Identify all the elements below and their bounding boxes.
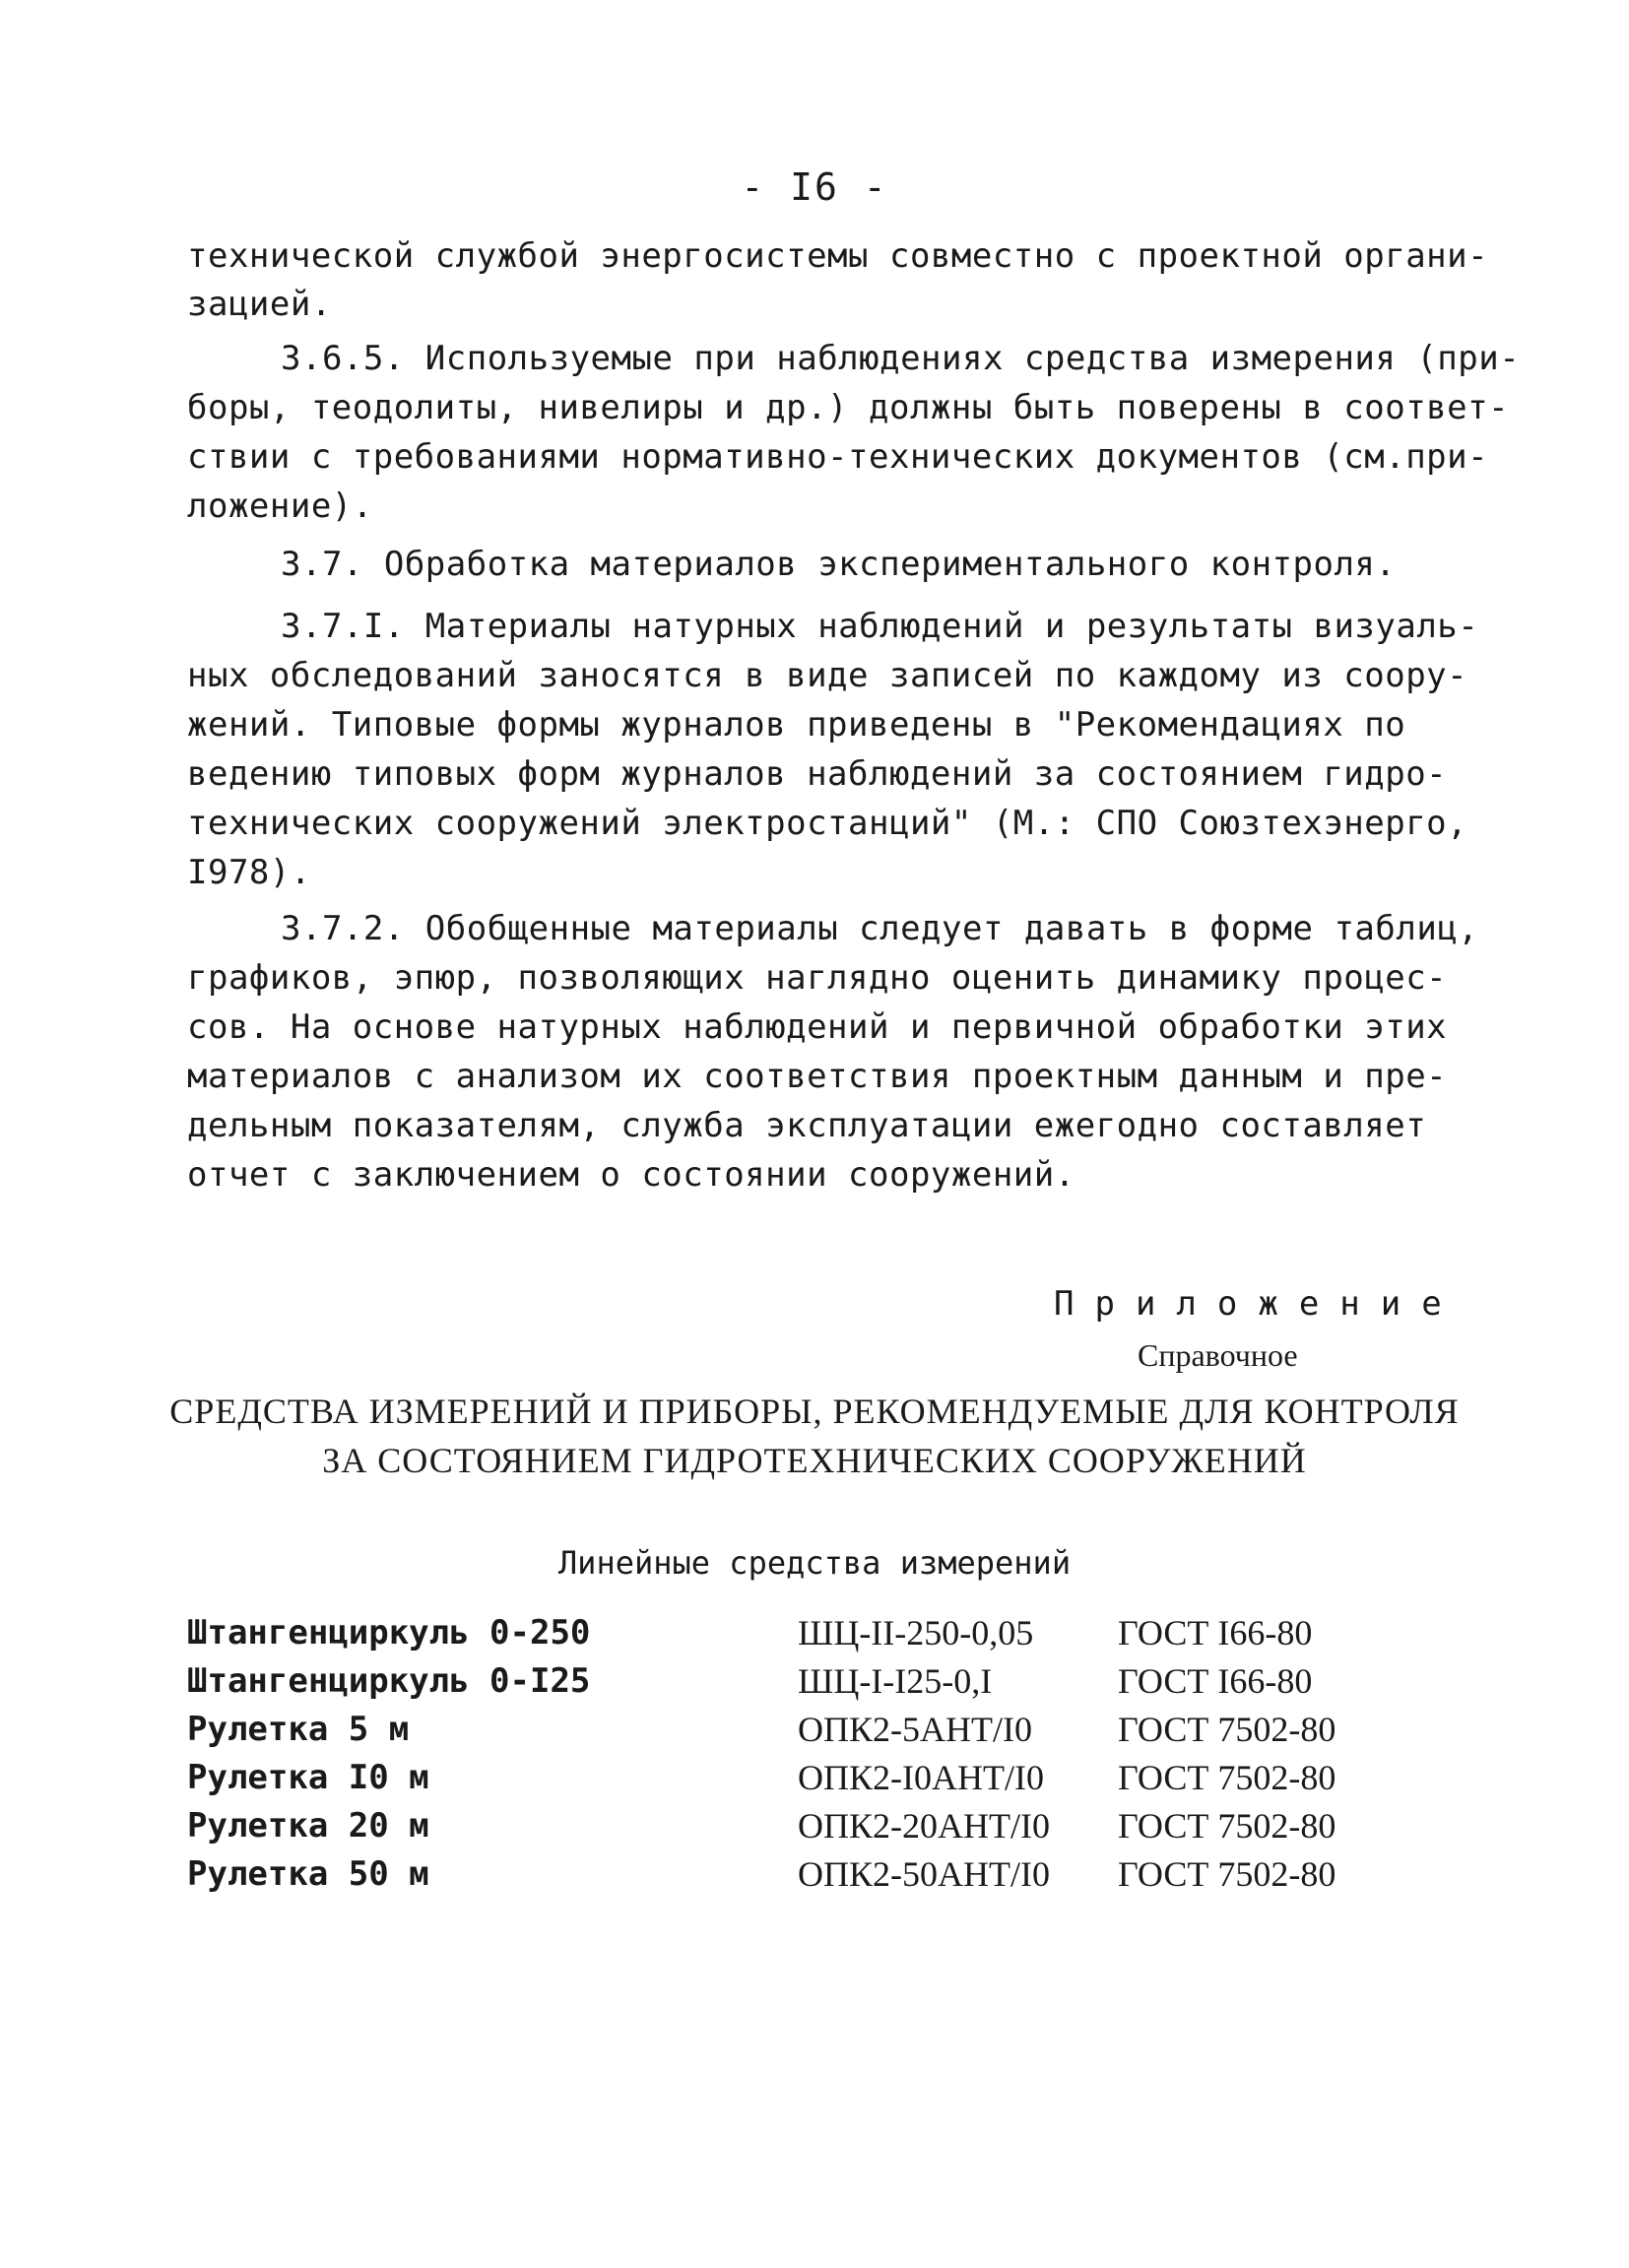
instrument-mark: ОПК2-I0АНТ/I0 bbox=[798, 1758, 1044, 1797]
instrument-standard: ГОСТ 7502-80 bbox=[1118, 1806, 1336, 1846]
instrument-name: Рулетка 20 м bbox=[187, 1806, 429, 1846]
body-line: жений. Типовые формы журналов приведены в "Рекомендациях по bbox=[187, 705, 1406, 745]
body-line: ных обследований заносятся в виде записей по каждому из соору- bbox=[187, 656, 1468, 695]
table-row bbox=[187, 1657, 1418, 1706]
instrument-name: Рулетка 5 м bbox=[187, 1710, 410, 1749]
body-line: сов. На основе натурных наблюдений и первичной обработки этих bbox=[187, 1007, 1448, 1047]
instrument-standard: ГОСТ 7502-80 bbox=[1118, 1854, 1336, 1894]
instrument-standard: ГОСТ 7502-80 bbox=[1118, 1710, 1336, 1749]
body-line: боры, теодолиты, нивелиры и др.) должны быть поверены в соответ- bbox=[187, 388, 1510, 427]
table-row bbox=[187, 1754, 1418, 1802]
body-line: дельным показателям, служба эксплуатации ежегодно составляет bbox=[187, 1106, 1427, 1145]
table-row bbox=[187, 1609, 1418, 1657]
instrument-mark: ОПК2-50АНТ/I0 bbox=[798, 1854, 1050, 1894]
body-line: отчет с заключением о состоянии сооружений. bbox=[187, 1155, 1075, 1195]
body-line: графиков, эпюр, позволяющих наглядно оценить динамику процес- bbox=[187, 958, 1448, 998]
instrument-table bbox=[187, 1609, 1418, 1899]
appendix-title-line-1: СРЕДСТВА ИЗМЕРЕНИЙ И ПРИБОРЫ, РЕКОМЕНДУЕМЫЕ ДЛЯ КОНТРОЛЯ bbox=[169, 1392, 1460, 1431]
table-row bbox=[187, 1802, 1418, 1850]
body-line: технической службой энергосистемы совместно с проектной органи- bbox=[187, 236, 1489, 276]
body-line: ведению типовых форм журналов наблюдений за состоянием гидро- bbox=[187, 754, 1448, 794]
instrument-mark: ШЦ-I-I25-0,I bbox=[798, 1661, 993, 1701]
instrument-mark: ОПК2-5АНТ/I0 bbox=[798, 1710, 1032, 1749]
body-line: 3.7.2. Обобщенные материалы следует давать в форме таблиц, bbox=[281, 909, 1479, 948]
appendix-type: Справочное bbox=[1138, 1337, 1298, 1373]
instrument-standard: ГОСТ I66-80 bbox=[1118, 1661, 1313, 1701]
body-line: материалов с анализом их соответствия проектным данным и пре- bbox=[187, 1057, 1448, 1096]
instrument-mark: ШЦ-II-250-0,05 bbox=[798, 1613, 1034, 1652]
page-number: - I6 - bbox=[741, 165, 888, 209]
instrument-name: Рулетка I0 м bbox=[187, 1758, 429, 1797]
instrument-mark: ОПК2-20АНТ/I0 bbox=[798, 1806, 1050, 1846]
appendix-title-line-2: ЗА СОСТОЯНИЕМ ГИДРОТЕХНИЧЕСКИХ СООРУЖЕНИЙ bbox=[322, 1441, 1307, 1480]
section-heading: Линейные средства измерений bbox=[557, 1544, 1072, 1582]
appendix-label: Приложение bbox=[1054, 1284, 1463, 1324]
body-line: I978). bbox=[187, 853, 311, 892]
table-row bbox=[187, 1706, 1418, 1754]
body-line: ложение). bbox=[187, 486, 373, 526]
body-line: 3.6.5. Используемые при наблюдениях средства измерения (при- bbox=[281, 339, 1521, 378]
instrument-name: Штангенциркуль 0-250 bbox=[187, 1613, 591, 1652]
instrument-name: Рулетка 50 м bbox=[187, 1854, 429, 1894]
table-row bbox=[187, 1850, 1418, 1899]
instrument-standard: ГОСТ I66-80 bbox=[1118, 1613, 1313, 1652]
instrument-standard: ГОСТ 7502-80 bbox=[1118, 1758, 1336, 1797]
body-line: 3.7.I. Материалы натурных наблюдений и результаты визуаль- bbox=[281, 607, 1479, 646]
body-line: 3.7. Обработка материалов экспериментального контроля. bbox=[281, 545, 1397, 584]
body-line: технических сооружений электростанций" (М.: СПО Союзтехэнерго, bbox=[187, 804, 1468, 843]
instrument-name: Штангенциркуль 0-I25 bbox=[187, 1661, 591, 1701]
body-line: ствии с требованиями нормативно-технических документов (см.при- bbox=[187, 437, 1489, 477]
body-line: зацией. bbox=[187, 285, 332, 324]
